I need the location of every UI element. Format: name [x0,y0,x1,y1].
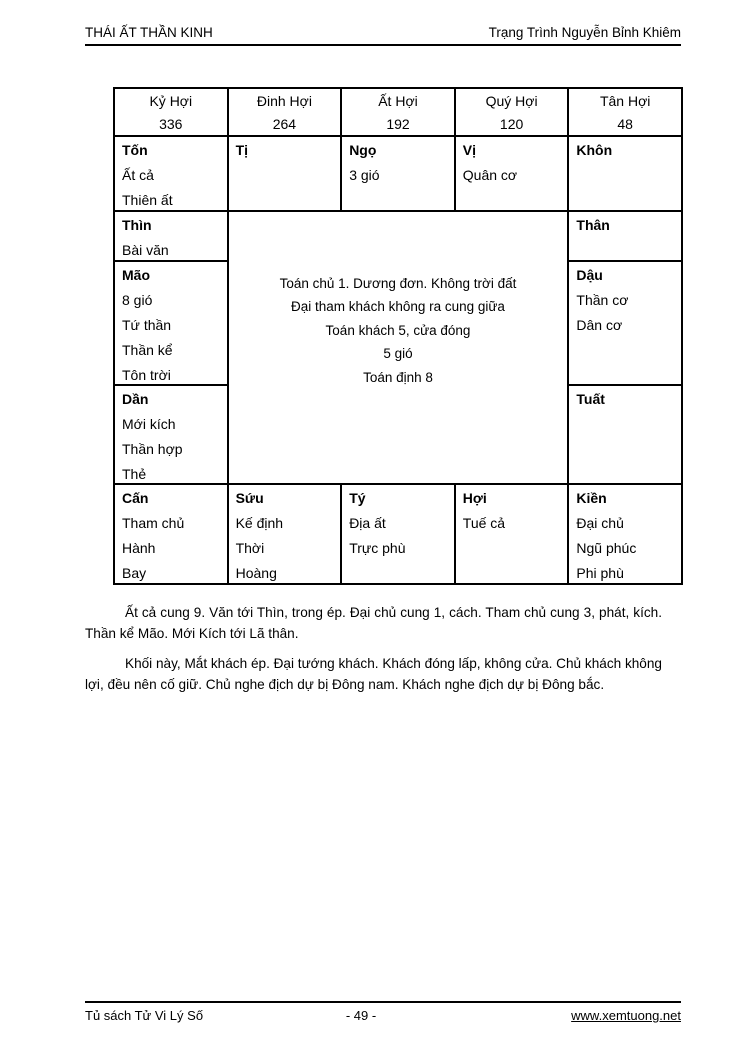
cell-title: Mão [122,267,150,283]
center-line: Toán khách 5, cửa đóng [325,322,471,338]
cell-line: Tuế cả [462,515,506,531]
cell-line: Mới kích [122,416,176,432]
cell-line: Dân cơ [576,317,623,333]
cell-kien [568,484,682,584]
cell-than [568,211,682,261]
cell-title: Hợi [462,490,487,506]
cell-vi [455,136,569,211]
cell-line: Hành [122,540,156,556]
cell-title: Dậu [576,267,603,283]
header-divider [85,44,681,46]
paragraph: Ất cả cung 9. Văn tới Thìn, trong ép. Đại chủ cung 1, cách. Tham chủ cung 3, phát, kích. Thần kể Mão. Mới Kích tới Lã thân. [85,605,662,641]
cell-line: Bay [122,565,147,581]
body-text [85,602,662,704]
cell-line: Phi phù [576,565,624,581]
cell-line: Tứ thần [122,317,172,333]
cell-line: Thời [235,540,265,556]
year-value: 48 [617,116,633,132]
cell-line: Thần kể [122,342,173,358]
cell-line: Tham chủ [122,515,185,531]
cell-title: Cấn [122,490,149,506]
cell-khon [568,136,682,211]
year-cell-at-hoi [341,88,455,136]
center-line: 5 gió [383,346,413,362]
year-cell-ky-hoi [114,88,228,136]
cell-ton [114,136,228,211]
cell-title: Dần [122,391,149,407]
year-cell-dinh-hoi [228,88,342,136]
cell-line: Đại chủ [576,515,624,531]
cell-title: Tị [235,142,249,158]
cell-line: Ất cả [122,167,154,183]
year-value: 264 [272,116,297,132]
cell-title: Vị [462,142,477,158]
cell-line: Thẻ [122,466,147,482]
year-name: Tân Hợi [599,93,651,109]
cell-title: Sứu [235,490,264,506]
cell-line: Kế định [235,515,284,531]
cell-line: Tôn trời [122,367,171,383]
center-line: Đại tham khách không ra cung giữa [291,299,505,315]
year-name: Quý Hợi [485,93,538,109]
center-summary-cell [228,211,569,484]
year-value: 336 [159,116,183,132]
cell-ti [228,136,342,211]
year-value: 192 [386,116,410,132]
paragraph: Khối này, Mắt khách ép. Đại tướng khách. Khách đóng lấp, không cửa. Chủ khách không lợi, đều nên cố giữ. Chủ nghe địch dự bị Đông nam. Khách nghe địch dự bị Đông bắc. [85,656,662,692]
cell-mao [114,261,228,385]
cell-title: Tuất [576,391,605,407]
year-name: Kỷ Hợi [149,93,193,109]
cell-line: Trực phù [349,540,406,556]
cell-line: Thiên ất [122,192,173,208]
year-name: Đinh Hợi [256,93,312,109]
cell-ngo [341,136,455,211]
center-line: Toán chủ 1. Dương đơn. Không trời đất [279,275,517,291]
footer-series-title: Tủ sách Tử Vi Lý Số [85,1008,204,1023]
cell-dau [568,261,682,385]
book-title: THÁI ẤT THẦN KINH [85,25,213,40]
cell-title: Thân [576,217,610,233]
cell-title: Kiền [576,490,607,506]
page-header [85,25,681,41]
author-name: Trạng Trình Nguyễn Bỉnh Khiêm [488,25,681,40]
thai-at-chart-table [113,87,683,585]
cell-hoi [455,484,569,584]
year-cell-tan-hoi [568,88,682,136]
year-name: Ất Hợi [378,93,418,109]
cell-thin [114,211,228,261]
cell-title: Tốn [122,142,148,158]
cell-title: Tý [349,490,366,506]
cell-dan [114,385,228,484]
cell-title: Thìn [122,217,152,233]
cell-line: 8 gió [122,292,153,308]
cell-suu [228,484,342,584]
page-footer [85,1001,681,1023]
cell-line: Thần hợp [122,441,183,457]
cell-line: 3 gió [349,167,380,183]
year-value: 120 [499,116,524,132]
year-cell-quy-hoi [455,88,569,136]
cell-line: Quân cơ [462,167,518,183]
website-link[interactable]: www.xemtuong.net [571,1008,681,1023]
center-line: Toán định 8 [363,369,433,385]
cell-ty [341,484,455,584]
page-number: - 49 - [345,1008,377,1023]
cell-tuat [568,385,682,484]
cell-line: Hoàng [235,565,277,581]
cell-line: Ngũ phúc [576,540,637,556]
cell-line: Bài văn [122,242,169,258]
cell-can [114,484,228,584]
cell-line: Địa ất [349,515,386,531]
cell-line: Thần cơ [576,292,629,308]
cell-title: Ngọ [349,142,377,158]
cell-title: Khôn [576,142,613,158]
